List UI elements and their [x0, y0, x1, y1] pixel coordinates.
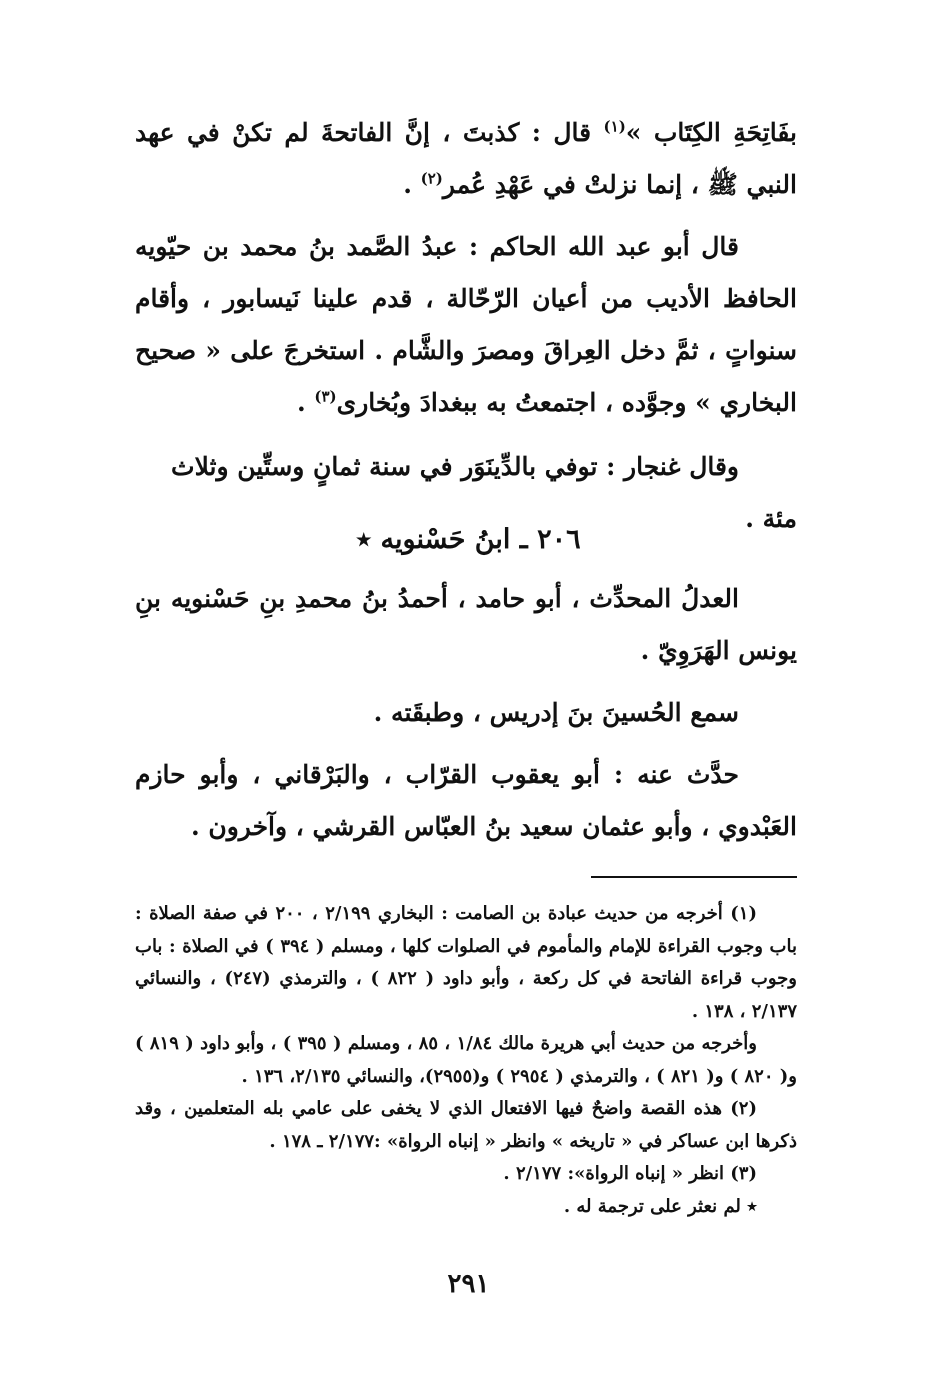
paragraph-heard-from: سمع الحُسينَ بنَ إدريس ، وطبقَته .	[373, 698, 739, 727]
main-text-entry	[135, 573, 797, 853]
main-text-top	[135, 107, 797, 545]
paragraph-ghunjar-quote: وقال غنجار : توفي بالدِّينَوَر في سنة ثمانٍ وستِّين وثلاث مئة .	[171, 452, 797, 533]
footnote-1-continued: وأخرجه من حديث أبي هريرة مالك ١/٨٤ ، ٨٥ ، ومسلم ( ٣٩٥ ) ، وأبو داود ( ٨١٩ ) و( ٨٢٠ ) و( ٨٢١ ) ، والترمذي ( ٢٩٥٤ ) و(٢٩٥٥)، والنسائي ٢/١٣٥، ١٣٦ .	[135, 1033, 797, 1087]
footnote-star: ٭ لم نعثر على ترجمة له .	[563, 1195, 757, 1217]
footnotes-section	[135, 898, 797, 1223]
paragraph-text: قال : كذبتَ ، إنَّ الفاتحةَ لم تكنْ في عهد النبي ﷺ ، إنما نزلتْ في عَهْدِ عُمر	[135, 118, 797, 199]
paragraph-text: بفَاتِحَةِ الكِتَاب »	[625, 118, 797, 147]
paragraph-hakim-quote	[135, 221, 797, 429]
paragraph-text: .	[403, 170, 421, 199]
paragraph-text: .	[296, 388, 315, 417]
paragraph-narrators: حدَّث عنه : أبو يعقوب القرّاب ، والبَرْقاني ، وأبو حازم العَبْدوي ، وأبو عثمان سعيد بنُ العبّاس القرشي ، وآخرون .	[135, 760, 797, 841]
footnote-2: (٢) هذه القصة واضحٌ فيها الافتعال الذي لا يخفى على عامي بله المتعلمين ، وقد ذكرها ابن عساكر في « تاريخه » وانظر « إنباه الرواة» :٢/١٧٧ ـ ١٧٨ .	[135, 1098, 797, 1152]
paragraph-fatiha-story	[135, 107, 797, 211]
footnote-ref: (٢)	[420, 169, 443, 188]
footnote-ref: (٣)	[314, 387, 337, 406]
page-number: ٢٩١	[447, 1269, 490, 1299]
footnote-3: (٣) انظر « إنباه الرواة»: ٢/١٧٧ .	[503, 1163, 757, 1184]
entry-heading: ٢٠٦ ـ ابنُ حَسْنويه ٭	[356, 524, 581, 555]
paragraph-biography: العدلُ المحدِّث ، أبو حامد ، أحمدُ بنُ محمدِ بنِ حَسْنويه بنِ يونس الهَرَوِيّ .	[135, 584, 797, 665]
paragraph-text: قال أبو عبد الله الحاكم : عبدُ الصَّمد بنُ محمد بن حيّويه الحافظ الأديب من أعيان الرّحّالة ، قدم علينا نَيسابور ، وأقام سنواتٍ ، ثمَّ دخل العِراقَ ومصرَ والشَّام . استخرجَ على « صحيح البخاري » وجوَّده ، اجتمعتُ به ببغدادَ وبُخارى	[135, 232, 797, 417]
footnote-1: (١) أخرجه من حديث عبادة بن الصامت : البخاري ٢/١٩٩ ، ٢٠٠ في صفة الصلاة : باب وجوب القراءة للإمام والمأموم في الصلوات كلها ، ومسلم ( ٣٩٤ ) في الصلاة : باب وجوب قراءة الفاتحة في كل ركعة ، وأبو داود ( ٨٢٢ ) ، والترمذي (٢٤٧) ، والنسائي ٢/١٣٧ ، ١٣٨ .	[135, 903, 797, 1022]
footnote-separator	[591, 876, 797, 878]
footnote-ref: (١)	[603, 117, 626, 136]
